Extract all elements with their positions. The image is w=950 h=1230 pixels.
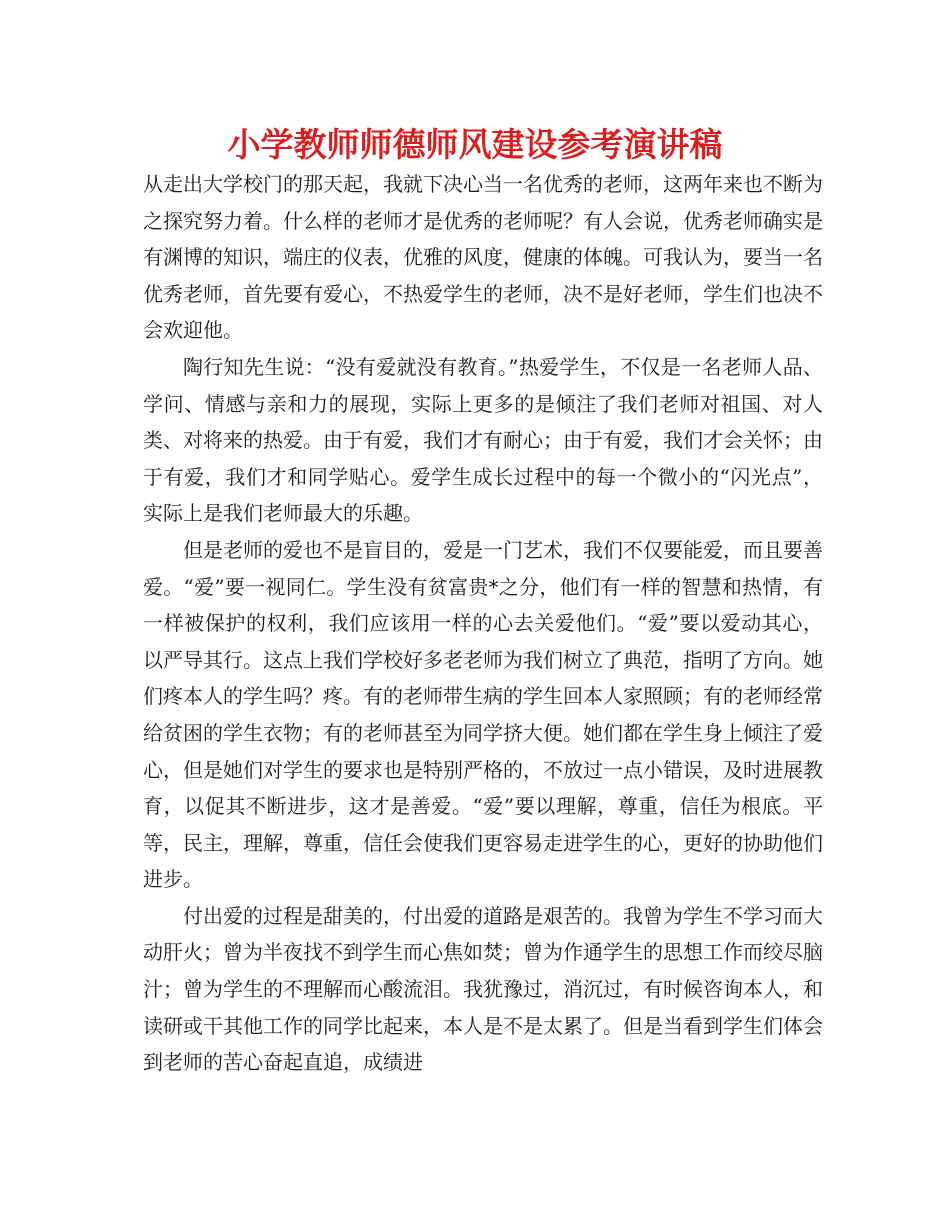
paragraph-2: 陶行知先生说：“没有爱就没有教育。”热爱学生，不仅是一名老师人品、学问、情感与亲和力的展现，实际上更多的是倾注了我们老师对祖国、对人类、对将来的热爱。由于有爱，我们才有耐心；由于有爱，我们才会关怀；由于有爱，我们才和同学贴心。爱学生成长过程中的每一个微小的“闪光点”，实际上是我们老师最大的乐趣。 — [143, 354, 823, 526]
paragraph-1: 从走出大学校门的那天起，我就下决心当一名优秀的老师，这两年来也不断为之探究努力着。什么样的老师才是优秀的老师呢？有人会说，优秀老师确实是有渊博的知识，端庄的仪表，优雅的风度，健康的体魄。可我认为，要当一名优秀老师，首先要有爱心，不热爱学生的老师，决不是好老师，学生们也决不会欢迎他。 — [143, 172, 823, 343]
paragraph-4: 付出爱的过程是甜美的，付出爱的道路是艰苦的。我曾为学生不学习而大动肝火；曾为半夜找不到学生而心焦如焚；曾为作通学生的思想工作而绞尽脑汁；曾为学生的不理解而心酸流泪。我犹豫过，消沉过，有时候咨询本人，和读研或干其他工作的同学比起来，本人是不是太累了。但是当看到学生们体会到老师的苦心奋起直追，成绩进 — [143, 903, 823, 1075]
document-title: 小学教师师德师风建设参考演讲稿 — [227, 125, 723, 164]
document-body — [143, 166, 823, 1081]
paragraph-3: 但是老师的爱也不是盲目的，爱是一门艺术，我们不仅要能爱，而且要善爱。“爱”要一视同仁。学生没有贫富贵*之分，他们有一样的智慧和热情，有一样被保护的权利，我们应该用一样的心去关爱他们。“爱”要以爱动其心，以严导其行。这点上我们学校好多老老师为我们树立了典范，指明了方向。她们疼本人的学生吗？疼。有的老师带生病的学生回本人家照顾；有的老师经常给贫困的学生衣物；有的老师甚至为同学挤大便。她们都在学生身上倾注了爱心，但是她们对学生的要求也是特别严格的，不放过一点小错误，及时进展教育，以促其不断进步，这才是善爱。“爱”要以理解，尊重，信任为根底。平等，民主，理解，尊重，信任会使我们更容易走进学生的心，更好的协助他们进步。 — [143, 537, 823, 892]
